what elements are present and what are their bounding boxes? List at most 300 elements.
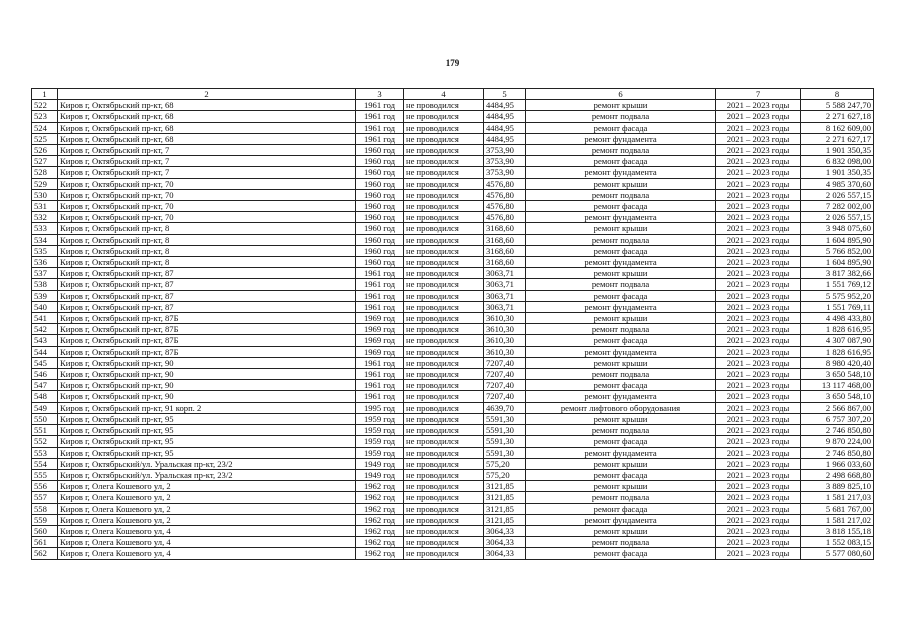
table-row [32,481,874,492]
address-cell: Киров г, Октябрьский пр-кт, 87 [58,268,356,279]
period-cell: 2021 – 2023 годы [716,492,801,503]
address-cell: Киров г, Октябрьский пр-кт, 68 [58,111,356,122]
cost-cell: 1 551 769,12 [801,279,874,290]
build-year-cell: 1961 год [356,380,404,391]
work-type-cell: ремонт фасада [526,201,716,212]
last-repair-cell: не проводился [404,447,484,458]
last-repair-cell: не проводился [404,313,484,324]
address-cell: Киров г, Октябрьский пр-кт, 68 [58,133,356,144]
work-type-cell: ремонт фасада [526,245,716,256]
area-cell: 3121,85 [484,492,526,503]
row-number: 553 [32,447,58,458]
table-row [32,492,874,503]
work-type-cell: ремонт лифтового оборудования [526,402,716,413]
last-repair-cell: не проводился [404,268,484,279]
period-cell: 2021 – 2023 годы [716,212,801,223]
row-number: 545 [32,357,58,368]
last-repair-cell: не проводился [404,503,484,514]
table-row [32,279,874,290]
table-row [32,111,874,122]
area-cell: 3753,90 [484,156,526,167]
cost-cell: 2 026 557,15 [801,212,874,223]
cost-cell: 6 832 098,00 [801,156,874,167]
table-row [32,301,874,312]
address-cell: Киров г, Олега Кошевого ул, 2 [58,492,356,503]
build-year-cell: 1960 год [356,167,404,178]
last-repair-cell: не проводился [404,178,484,189]
column-header-2: 2 [58,89,356,100]
table-row [32,100,874,111]
work-type-cell: ремонт фундамента [526,514,716,525]
table-row [32,425,874,436]
build-year-cell: 1969 год [356,346,404,357]
period-cell: 2021 – 2023 годы [716,335,801,346]
address-cell: Киров г, Олега Кошевого ул, 2 [58,503,356,514]
cost-cell: 2 746 850,80 [801,425,874,436]
cost-cell: 13 117 468,00 [801,380,874,391]
area-cell: 7207,40 [484,391,526,402]
address-cell: Киров г, Октябрьский пр-кт, 95 [58,425,356,436]
address-cell: Киров г, Октябрьский пр-кт, 7 [58,156,356,167]
address-cell: Киров г, Октябрьский пр-кт, 8 [58,257,356,268]
last-repair-cell: не проводился [404,458,484,469]
period-cell: 2021 – 2023 годы [716,290,801,301]
address-cell: Киров г, Октябрьский пр-кт, 70 [58,201,356,212]
address-cell: Киров г, Октябрьский пр-кт, 8 [58,245,356,256]
period-cell: 2021 – 2023 годы [716,313,801,324]
period-cell: 2021 – 2023 годы [716,413,801,424]
work-type-cell: ремонт фасада [526,503,716,514]
work-type-cell: ремонт подвала [526,189,716,200]
period-cell: 2021 – 2023 годы [716,189,801,200]
build-year-cell: 1959 год [356,436,404,447]
address-cell: Киров г, Октябрьский пр-кт, 87 [58,301,356,312]
row-number: 537 [32,268,58,279]
build-year-cell: 1960 год [356,145,404,156]
build-year-cell: 1962 год [356,481,404,492]
last-repair-cell: не проводился [404,436,484,447]
last-repair-cell: не проводился [404,380,484,391]
address-cell: Киров г, Октябрьский пр-кт, 87 [58,290,356,301]
column-header-8: 8 [801,89,874,100]
last-repair-cell: не проводился [404,156,484,167]
cost-cell: 1 551 769,11 [801,301,874,312]
area-cell: 3063,71 [484,301,526,312]
area-cell: 3753,90 [484,167,526,178]
work-type-cell: ремонт фасада [526,122,716,133]
area-cell: 3121,85 [484,514,526,525]
cost-cell: 2 566 867,00 [801,402,874,413]
work-type-cell: ремонт подвала [526,324,716,335]
table-row [32,145,874,156]
period-cell: 2021 – 2023 годы [716,145,801,156]
cost-cell: 8 162 609,00 [801,122,874,133]
work-type-cell: ремонт крыши [526,100,716,111]
row-number: 556 [32,481,58,492]
work-type-cell: ремонт подвала [526,234,716,245]
period-cell: 2021 – 2023 годы [716,458,801,469]
address-cell: Киров г, Октябрьский пр-кт, 90 [58,380,356,391]
area-cell: 3610,30 [484,313,526,324]
row-number: 551 [32,425,58,436]
period-cell: 2021 – 2023 годы [716,100,801,111]
table-row [32,268,874,279]
row-number: 535 [32,245,58,256]
cost-cell: 5 575 952,20 [801,290,874,301]
work-type-cell: ремонт фундамента [526,391,716,402]
build-year-cell: 1969 год [356,324,404,335]
address-cell: Киров г, Октябрьский пр-кт, 7 [58,167,356,178]
cost-cell: 4 307 087,90 [801,335,874,346]
period-cell: 2021 – 2023 годы [716,503,801,514]
address-cell: Киров г, Октябрьский пр-кт, 87Б [58,313,356,324]
table-row [32,369,874,380]
build-year-cell: 1960 год [356,245,404,256]
row-number: 547 [32,380,58,391]
cost-cell: 9 870 224,00 [801,436,874,447]
area-cell: 4576,80 [484,201,526,212]
table-row [32,313,874,324]
cost-cell: 1 604 895,90 [801,234,874,245]
work-type-cell: ремонт крыши [526,268,716,279]
area-cell: 575,20 [484,469,526,480]
table-row [32,335,874,346]
build-year-cell: 1962 год [356,503,404,514]
work-type-cell: ремонт подвала [526,537,716,548]
work-type-cell: ремонт крыши [526,481,716,492]
area-cell: 4576,80 [484,212,526,223]
work-type-cell: ремонт фасада [526,436,716,447]
address-cell: Киров г, Октябрьский пр-кт, 95 [58,436,356,447]
address-cell: Киров г, Октябрьский пр-кт, 90 [58,391,356,402]
last-repair-cell: не проводился [404,290,484,301]
period-cell: 2021 – 2023 годы [716,122,801,133]
period-cell: 2021 – 2023 годы [716,245,801,256]
area-cell: 4484,95 [484,100,526,111]
row-number: 528 [32,167,58,178]
area-cell: 3753,90 [484,145,526,156]
table-row [32,223,874,234]
table-row [32,357,874,368]
table-row [32,201,874,212]
table-row [32,178,874,189]
area-cell: 5591,30 [484,413,526,424]
table-row [32,447,874,458]
last-repair-cell: не проводился [404,369,484,380]
area-cell: 3064,33 [484,548,526,559]
header-row [32,89,874,100]
area-cell: 3610,30 [484,346,526,357]
address-cell: Киров г, Октябрьский пр-кт, 68 [58,122,356,133]
area-cell: 3063,71 [484,290,526,301]
row-number: 529 [32,178,58,189]
address-cell: Киров г, Октябрьский пр-кт, 70 [58,212,356,223]
address-cell: Киров г, Олега Кошевого ул, 2 [58,514,356,525]
cost-cell: 5 577 080,60 [801,548,874,559]
row-number: 532 [32,212,58,223]
work-type-cell: ремонт крыши [526,223,716,234]
work-type-cell: ремонт фундамента [526,133,716,144]
work-type-cell: ремонт фасада [526,548,716,559]
build-year-cell: 1962 год [356,537,404,548]
period-cell: 2021 – 2023 годы [716,380,801,391]
row-number: 558 [32,503,58,514]
table-body [32,100,874,559]
cost-cell: 2 746 850,80 [801,447,874,458]
cost-cell: 8 980 420,40 [801,357,874,368]
build-year-cell: 1949 год [356,458,404,469]
last-repair-cell: не проводился [404,133,484,144]
table-row [32,413,874,424]
address-cell: Киров г, Олега Кошевого ул, 4 [58,537,356,548]
cost-cell: 3 650 548,10 [801,369,874,380]
column-header-5: 5 [484,89,526,100]
repair-table [31,88,874,560]
column-header-4: 4 [404,89,484,100]
cost-cell: 1 828 616,95 [801,324,874,335]
table-row [32,234,874,245]
cost-cell: 2 026 557,15 [801,189,874,200]
area-cell: 3063,71 [484,279,526,290]
last-repair-cell: не проводился [404,234,484,245]
address-cell: Киров г, Октябрьский пр-кт, 70 [58,189,356,200]
last-repair-cell: не проводился [404,537,484,548]
period-cell: 2021 – 2023 годы [716,357,801,368]
build-year-cell: 1961 год [356,279,404,290]
work-type-cell: ремонт фундамента [526,447,716,458]
cost-cell: 7 282 002,00 [801,201,874,212]
period-cell: 2021 – 2023 годы [716,279,801,290]
cost-cell: 3 650 548,10 [801,391,874,402]
row-number: 530 [32,189,58,200]
table-row [32,402,874,413]
table-row [32,212,874,223]
row-number: 522 [32,100,58,111]
work-type-cell: ремонт фасада [526,335,716,346]
work-type-cell: ремонт крыши [526,458,716,469]
area-cell: 7207,40 [484,380,526,391]
period-cell: 2021 – 2023 годы [716,537,801,548]
area-cell: 3168,60 [484,245,526,256]
area-cell: 3168,60 [484,223,526,234]
row-number: 554 [32,458,58,469]
period-cell: 2021 – 2023 годы [716,178,801,189]
address-cell: Киров г, Октябрьский пр-кт, 95 [58,413,356,424]
period-cell: 2021 – 2023 годы [716,257,801,268]
row-number: 560 [32,525,58,536]
last-repair-cell: не проводился [404,301,484,312]
cost-cell: 1 581 217,03 [801,492,874,503]
table-row [32,189,874,200]
row-number: 538 [32,279,58,290]
area-cell: 3168,60 [484,257,526,268]
build-year-cell: 1961 год [356,301,404,312]
build-year-cell: 1959 год [356,425,404,436]
row-number: 546 [32,369,58,380]
last-repair-cell: не проводился [404,525,484,536]
row-number: 549 [32,402,58,413]
column-header-3: 3 [356,89,404,100]
cost-cell: 1 901 350,35 [801,167,874,178]
cost-cell: 3 889 825,10 [801,481,874,492]
address-cell: Киров г, Октябрьский пр-кт, 87Б [58,324,356,335]
period-cell: 2021 – 2023 годы [716,234,801,245]
table-row [32,525,874,536]
table-row [32,290,874,301]
last-repair-cell: не проводился [404,548,484,559]
last-repair-cell: не проводился [404,257,484,268]
area-cell: 3610,30 [484,335,526,346]
cost-cell: 2 498 668,80 [801,469,874,480]
last-repair-cell: не проводился [404,346,484,357]
table-row [32,548,874,559]
table-row [32,167,874,178]
cost-cell: 1 604 895,90 [801,257,874,268]
build-year-cell: 1960 год [356,212,404,223]
row-number: 559 [32,514,58,525]
page-number: 179 [445,58,460,68]
work-type-cell: ремонт подвала [526,111,716,122]
period-cell: 2021 – 2023 годы [716,167,801,178]
row-number: 533 [32,223,58,234]
last-repair-cell: не проводился [404,357,484,368]
cost-cell: 1 828 616,95 [801,346,874,357]
area-cell: 3063,71 [484,268,526,279]
work-type-cell: ремонт фасада [526,380,716,391]
work-type-cell: ремонт подвала [526,492,716,503]
row-number: 544 [32,346,58,357]
address-cell: Киров г, Октябрьский пр-кт, 7 [58,145,356,156]
build-year-cell: 1961 год [356,268,404,279]
row-number: 523 [32,111,58,122]
address-cell: Киров г, Октябрьский пр-кт, 90 [58,369,356,380]
row-number: 562 [32,548,58,559]
repair-table-container [31,88,874,560]
last-repair-cell: не проводился [404,145,484,156]
table-row [32,458,874,469]
address-cell: Киров г, Октябрьский пр-кт, 95 [58,447,356,458]
table-row [32,156,874,167]
address-cell: Киров г, Октябрьский/ул. Уральская пр-кт, 23/2 [58,469,356,480]
row-number: 527 [32,156,58,167]
work-type-cell: ремонт подвала [526,425,716,436]
work-type-cell: ремонт фундамента [526,301,716,312]
cost-cell: 1 966 033,60 [801,458,874,469]
build-year-cell: 1962 год [356,492,404,503]
row-number: 557 [32,492,58,503]
build-year-cell: 1961 год [356,100,404,111]
last-repair-cell: не проводился [404,481,484,492]
cost-cell: 6 757 307,20 [801,413,874,424]
area-cell: 5591,30 [484,447,526,458]
area-cell: 4484,95 [484,111,526,122]
address-cell: Киров г, Октябрьский пр-кт, 90 [58,357,356,368]
area-cell: 3168,60 [484,234,526,245]
cost-cell: 3 817 382,66 [801,268,874,279]
period-cell: 2021 – 2023 годы [716,133,801,144]
build-year-cell: 1962 год [356,514,404,525]
column-header-1: 1 [32,89,58,100]
area-cell: 3610,30 [484,324,526,335]
last-repair-cell: не проводился [404,189,484,200]
work-type-cell: ремонт фундамента [526,167,716,178]
area-cell: 3121,85 [484,503,526,514]
build-year-cell: 1959 год [356,447,404,458]
area-cell: 4639,70 [484,402,526,413]
address-cell: Киров г, Октябрьский пр-кт, 70 [58,178,356,189]
last-repair-cell: не проводился [404,111,484,122]
row-number: 561 [32,537,58,548]
last-repair-cell: не проводился [404,324,484,335]
cost-cell: 5 766 852,00 [801,245,874,256]
last-repair-cell: не проводился [404,279,484,290]
build-year-cell: 1961 год [356,369,404,380]
build-year-cell: 1962 год [356,525,404,536]
period-cell: 2021 – 2023 годы [716,469,801,480]
build-year-cell: 1949 год [356,469,404,480]
column-header-6: 6 [526,89,716,100]
row-number: 539 [32,290,58,301]
build-year-cell: 1960 год [356,223,404,234]
cost-cell: 1 552 083,15 [801,537,874,548]
row-number: 534 [32,234,58,245]
cost-cell: 4 985 370,60 [801,178,874,189]
period-cell: 2021 – 2023 годы [716,346,801,357]
build-year-cell: 1995 год [356,402,404,413]
last-repair-cell: не проводился [404,122,484,133]
last-repair-cell: не проводился [404,514,484,525]
work-type-cell: ремонт подвала [526,145,716,156]
work-type-cell: ремонт подвала [526,279,716,290]
table-row [32,514,874,525]
row-number: 525 [32,133,58,144]
period-cell: 2021 – 2023 годы [716,525,801,536]
area-cell: 4576,80 [484,189,526,200]
last-repair-cell: не проводился [404,469,484,480]
cost-cell: 3 818 155,18 [801,525,874,536]
last-repair-cell: не проводился [404,100,484,111]
build-year-cell: 1961 год [356,391,404,402]
table-row [32,380,874,391]
build-year-cell: 1962 год [356,548,404,559]
period-cell: 2021 – 2023 годы [716,481,801,492]
build-year-cell: 1961 год [356,111,404,122]
last-repair-cell: не проводился [404,245,484,256]
area-cell: 575,20 [484,458,526,469]
table-header [32,89,874,100]
row-number: 524 [32,122,58,133]
last-repair-cell: не проводился [404,201,484,212]
row-number: 543 [32,335,58,346]
area-cell: 4576,80 [484,178,526,189]
row-number: 550 [32,413,58,424]
last-repair-cell: не проводился [404,402,484,413]
work-type-cell: ремонт фундамента [526,346,716,357]
table-row [32,122,874,133]
area-cell: 3064,33 [484,537,526,548]
last-repair-cell: не проводился [404,413,484,424]
address-cell: Киров г, Октябрьский пр-кт, 8 [58,234,356,245]
cost-cell: 5 681 767,00 [801,503,874,514]
cost-cell: 1 901 350,35 [801,145,874,156]
build-year-cell: 1960 год [356,178,404,189]
period-cell: 2021 – 2023 годы [716,301,801,312]
last-repair-cell: не проводился [404,167,484,178]
cost-cell: 5 588 247,70 [801,100,874,111]
build-year-cell: 1960 год [356,201,404,212]
row-number: 536 [32,257,58,268]
table-row [32,469,874,480]
